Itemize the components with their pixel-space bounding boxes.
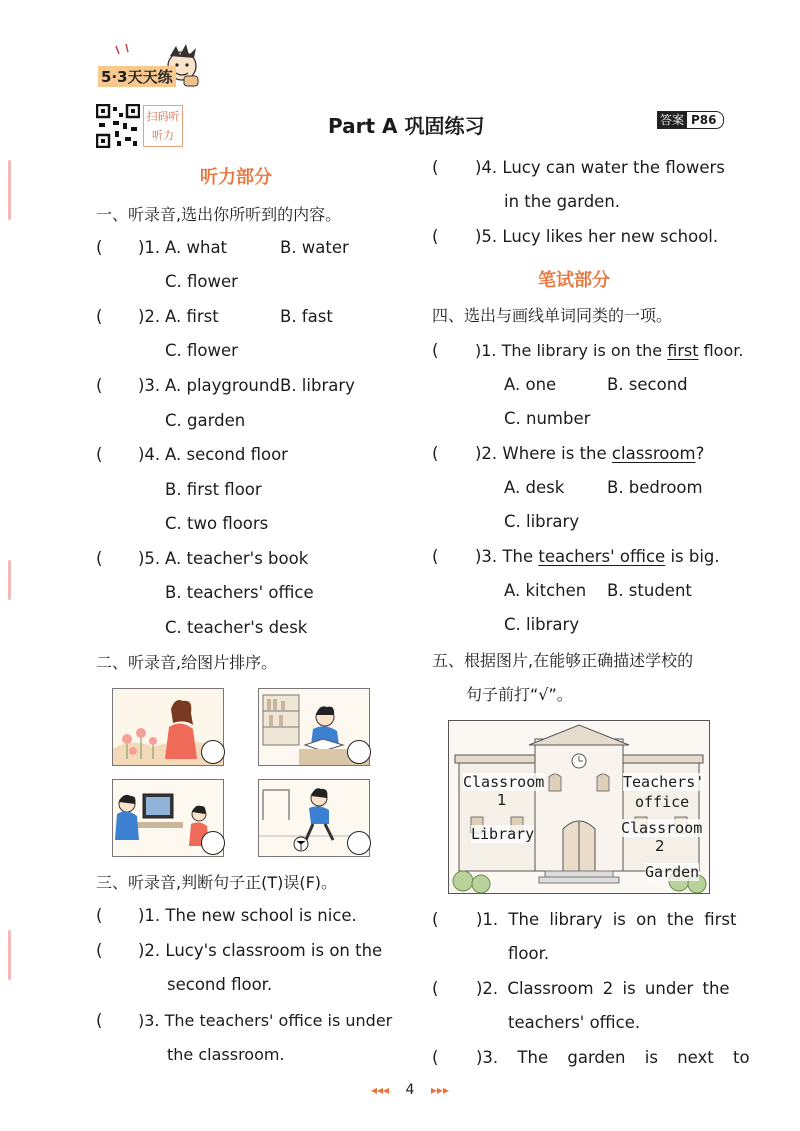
option-b: B. water bbox=[280, 238, 349, 257]
option-c: C. library bbox=[504, 615, 580, 634]
qr-code[interactable] bbox=[96, 104, 140, 148]
section1-heading: 一、听录音,选出你所听到的内容。 bbox=[96, 205, 342, 224]
brand-text: 5·3天天练 bbox=[98, 66, 176, 87]
option-b: B. bedroom bbox=[607, 478, 703, 497]
edge-mark bbox=[8, 160, 11, 220]
answer-paren[interactable]: ( bbox=[432, 158, 439, 177]
answer-paren[interactable]: ( bbox=[96, 906, 103, 925]
option-c: C. flower bbox=[165, 272, 238, 291]
item-number: )4. bbox=[138, 445, 161, 464]
s5-item-3-text: )3. The garden is next to bbox=[476, 1048, 750, 1067]
answer-paren[interactable]: ( bbox=[96, 941, 103, 960]
question bbox=[475, 443, 704, 465]
label-classroom-1-number: 1 bbox=[497, 791, 507, 809]
option-c: C. teacher's desk bbox=[165, 618, 308, 637]
s5-item-1-text-cont: floor. bbox=[508, 944, 550, 963]
label-office: office bbox=[635, 793, 690, 811]
option-b: B. second bbox=[607, 375, 688, 394]
answer-paren[interactable]: ( bbox=[96, 445, 103, 464]
edge-mark bbox=[8, 560, 11, 600]
listening-heading: 听力部分 bbox=[200, 167, 272, 188]
school-building-picture bbox=[448, 720, 710, 894]
answer-paren[interactable]: ( bbox=[432, 341, 439, 360]
qr-hint: 扫码听听力 bbox=[143, 105, 183, 147]
option-c: C. two floors bbox=[165, 514, 269, 533]
label-library: Library bbox=[471, 825, 535, 843]
item-number: )1. bbox=[138, 238, 161, 257]
s5-item-2-text-cont: teachers' office. bbox=[508, 1013, 641, 1032]
option-b: B. student bbox=[607, 581, 692, 600]
order-circle-3[interactable] bbox=[201, 831, 225, 855]
answer-tag[interactable] bbox=[657, 110, 724, 130]
edge-mark bbox=[8, 930, 11, 980]
option-a: A. what bbox=[165, 238, 228, 257]
prev-arrows: ◂◂◂ bbox=[371, 1083, 390, 1097]
option-c: C. library bbox=[504, 512, 580, 531]
label-garden: Garden bbox=[645, 863, 700, 881]
answer-page: P86 bbox=[687, 111, 724, 129]
label-classroom-2-number: 2 bbox=[655, 837, 665, 855]
question-post: floor. bbox=[698, 341, 744, 360]
answer-paren[interactable]: ( bbox=[96, 376, 103, 395]
page-title: Part A 巩固练习 bbox=[328, 114, 485, 138]
s5-item-2-text: )2. Classroom 2 is under the bbox=[476, 979, 730, 998]
section4-heading: 四、选出与画线单词同类的一项。 bbox=[432, 306, 673, 325]
answer-label: 答案 bbox=[657, 111, 687, 129]
answer-paren[interactable]: ( bbox=[432, 910, 439, 929]
option-c: C. number bbox=[504, 409, 591, 428]
option-b: B. library bbox=[280, 376, 355, 395]
answer-paren[interactable]: ( bbox=[432, 547, 439, 566]
next-arrows: ▸▸▸ bbox=[430, 1083, 449, 1097]
option-b: B. fast bbox=[280, 307, 333, 326]
label-classroom-1: Classroom bbox=[463, 773, 545, 791]
s3-item-5-text: )5. Lucy likes her new school. bbox=[475, 227, 719, 246]
answer-paren[interactable]: ( bbox=[432, 227, 439, 246]
item-number: )3. bbox=[138, 376, 161, 395]
answer-paren[interactable]: ( bbox=[96, 307, 103, 326]
section2-heading: 二、听录音,给图片排序。 bbox=[96, 653, 278, 672]
question-post: ? bbox=[695, 444, 705, 463]
answer-paren[interactable]: ( bbox=[432, 444, 439, 463]
page-number: 4 bbox=[405, 1082, 415, 1098]
s3-item-1-text: )1. The new school is nice. bbox=[138, 906, 357, 925]
section3-heading: 三、听录音,判断句子正(T)误(F)。 bbox=[96, 873, 338, 892]
item-number: )5. bbox=[138, 549, 161, 568]
question bbox=[475, 546, 720, 568]
section5-heading-cont: 句子前打“√”。 bbox=[466, 685, 573, 704]
page-footer bbox=[350, 1082, 470, 1098]
answer-paren[interactable]: ( bbox=[96, 549, 103, 568]
option-a: A. one bbox=[504, 375, 557, 394]
brand-logo bbox=[96, 38, 206, 90]
s3-item-3-text: )3. The teachers' office is under bbox=[138, 1011, 393, 1030]
question-pre: )3. The bbox=[475, 547, 539, 566]
answer-paren[interactable]: ( bbox=[96, 238, 103, 257]
item-number: )2. bbox=[138, 307, 161, 326]
option-a: A. desk bbox=[504, 478, 565, 497]
s3-item-2-text: )2. Lucy's classroom is on the bbox=[138, 941, 383, 960]
underlined-word: classroom bbox=[611, 444, 696, 463]
question-pre: )1. The library is on the bbox=[475, 341, 668, 360]
s5-item-1-text: )1. The library is on the first bbox=[476, 910, 737, 929]
question-pre: )2. Where is the bbox=[475, 444, 612, 463]
order-circle-1[interactable] bbox=[201, 740, 225, 764]
s3-item-2-text-cont: second floor. bbox=[167, 975, 273, 994]
option-a: A. playground bbox=[165, 376, 280, 395]
question-post: is big. bbox=[665, 547, 720, 566]
order-circle-2[interactable] bbox=[347, 740, 371, 764]
option-a: A. second floor bbox=[165, 445, 288, 464]
underlined-word: first bbox=[667, 341, 699, 360]
label-classroom-2: Classroom bbox=[621, 819, 703, 837]
option-b: B. first floor bbox=[165, 480, 262, 499]
option-b: B. teachers' office bbox=[165, 583, 314, 602]
s3-item-3-text-cont: the classroom. bbox=[167, 1045, 285, 1064]
option-c: C. garden bbox=[165, 411, 246, 430]
option-c: C. flower bbox=[165, 341, 238, 360]
option-a: A. first bbox=[165, 307, 219, 326]
answer-paren[interactable]: ( bbox=[96, 1011, 103, 1030]
answer-paren[interactable]: ( bbox=[432, 979, 439, 998]
underlined-word: teachers' office bbox=[538, 547, 666, 566]
question bbox=[475, 340, 743, 362]
label-teachers: Teachers' bbox=[623, 773, 705, 791]
answer-paren[interactable]: ( bbox=[432, 1048, 439, 1067]
s3-item-4-text: )4. Lucy can water the flowers bbox=[475, 158, 725, 177]
writing-heading: 笔试部分 bbox=[538, 270, 610, 291]
section5-heading: 五、根据图片,在能够正确描述学校的 bbox=[432, 651, 694, 670]
option-a: A. kitchen bbox=[504, 581, 587, 600]
s3-item-4-text-cont: in the garden. bbox=[504, 192, 621, 211]
option-a: A. teacher's book bbox=[165, 549, 309, 568]
order-circle-4[interactable] bbox=[347, 831, 371, 855]
